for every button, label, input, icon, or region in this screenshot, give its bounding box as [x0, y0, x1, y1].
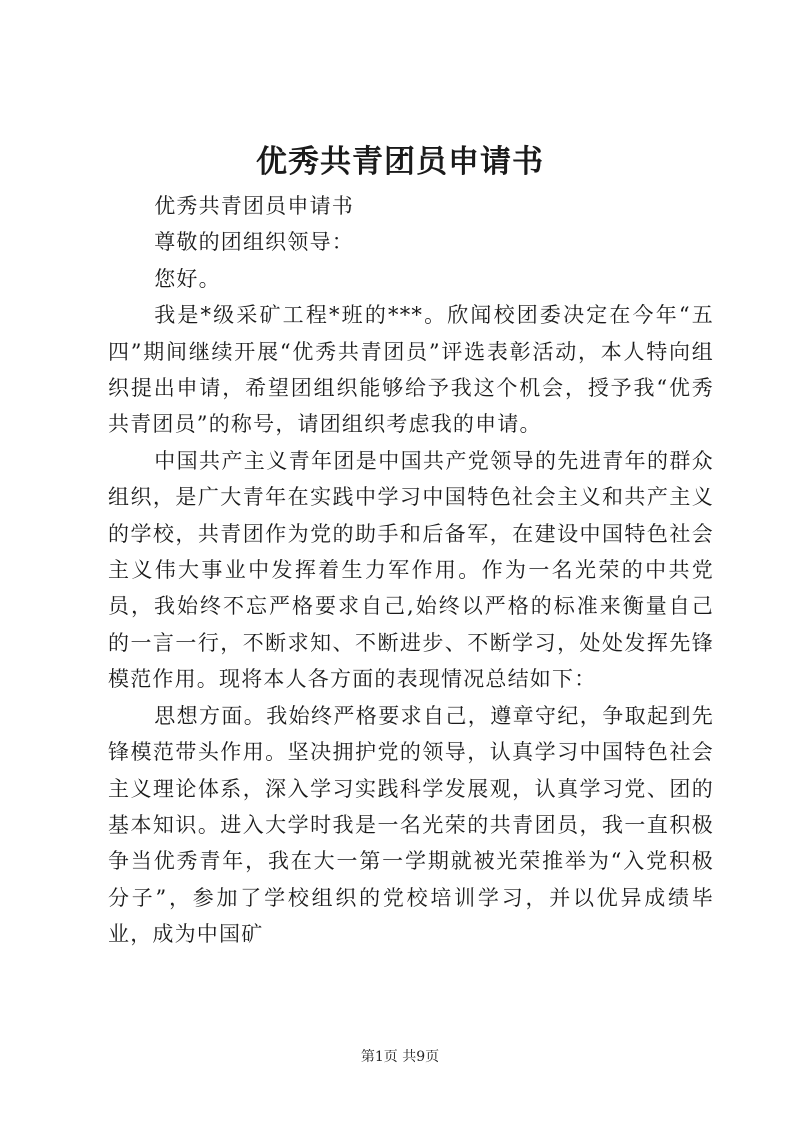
- paragraph-league-description: 中国共产主义青年团是中国共产党领导的先进青年的群众组织，是广大青年在实践中学习中国特色社会主义和共产主义的学校，共青团作为党的助手和后备军，在建设中国特色社会主义伟大事业中发挥着生力军作用。作为一名光荣的中共党员，我始终不忘严格要求自己,始终以严格的标准来衡量自己的一言一行，不断求知、不断进步、不断学习，处处发挥先锋模范作用。现将本人各方面的表现情况总结如下：: [108, 448, 714, 692]
- paragraph-salutation: 尊敬的团组织领导：: [154, 230, 354, 255]
- paragraph-heading: 优秀共青团员申请书: [154, 194, 354, 218]
- paragraph-ideology: 思想方面。我始终严格要求自己，遵章守纪，争取起到先锋模范带头作用。坚决拥护党的领导，认真学习中国特色社会主义理论体系，深入学习实践科学发展观，认真学习党、团的基本知识。进入大学时我是一名光荣的共青团员，我一直积极争当优秀青年，我在大一第一学期就被光荣推举为“入党积极分子”，参加了学校组织的党校培训学习，并以优异成绩毕业，成为中国矿: [108, 703, 714, 947]
- paragraph-greeting: 您好。: [154, 266, 221, 291]
- paragraph-introduction: 我是*级采矿工程*班的***。欣闻校团委决定在今年“五四”期间继续开展“优秀共青团员”评选表彰活动，本人特向组织提出申请，希望团组织能够给予我这个机会，授予我“优秀共青团员”的称号，请团组织考虑我的申请。: [108, 303, 714, 437]
- document-title: 优秀共青团员申请书: [256, 144, 544, 180]
- page-footer: 第1页 共9页: [360, 1049, 440, 1065]
- document-body: [108, 188, 714, 953]
